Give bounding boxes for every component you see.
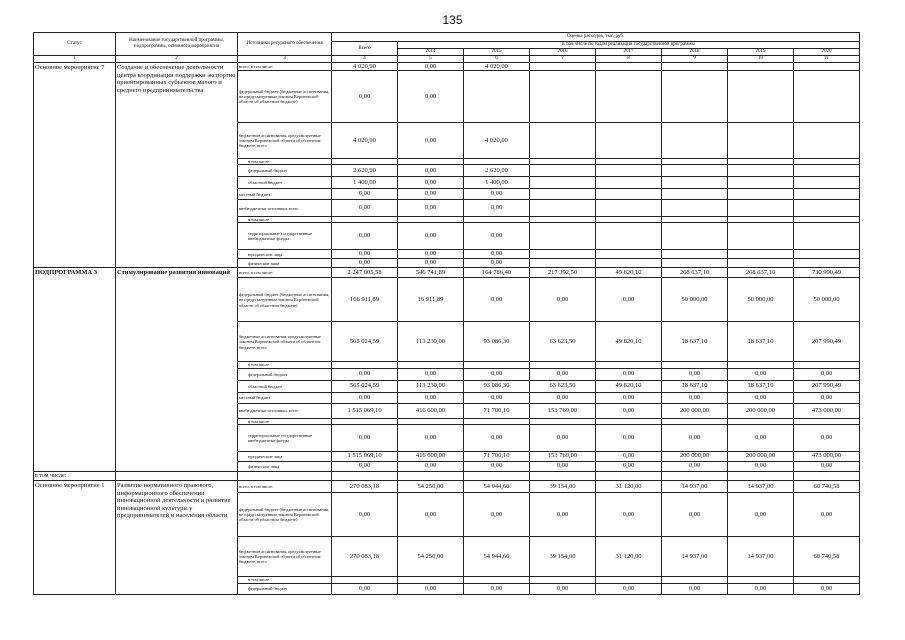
value-cell: 200 000,00 <box>662 451 728 461</box>
value-cell: 0,00 <box>464 583 530 594</box>
header-by-years: в том числе по годам реализации государственной программы <box>398 42 860 49</box>
value-cell <box>596 177 662 189</box>
source-cell: местный бюджет <box>238 189 332 200</box>
source-cell: федеральный бюджет (бюджетные ассигнования, не предусмотренные законом Воронежской области об областном бюджете) <box>238 493 332 537</box>
value-cell: 0,00 <box>596 583 662 594</box>
column-number: 1 <box>34 56 116 63</box>
value-cell: 0,00 <box>662 461 728 471</box>
value-cell: 207 990,49 <box>794 380 860 392</box>
value-cell: 71 700,10 <box>464 451 530 461</box>
value-cell: 0,00 <box>662 392 728 403</box>
value-cell <box>464 71 530 123</box>
value-cell: 0,00 <box>530 583 596 594</box>
value-cell: 0,00 <box>662 424 728 451</box>
value-cell: 0,00 <box>728 493 794 537</box>
value-cell: 0,00 <box>530 493 596 537</box>
value-cell: 18 637,10 <box>728 380 794 392</box>
value-cell: 0,00 <box>794 392 860 403</box>
value-cell: 0,00 <box>596 392 662 403</box>
value-cell <box>662 189 728 200</box>
value-cell: 0,00 <box>332 71 398 123</box>
value-cell: 0,00 <box>596 451 662 461</box>
value-cell: 0,00 <box>794 424 860 451</box>
value-cell: 0,00 <box>464 223 530 250</box>
value-cell: 113 230,00 <box>398 380 464 392</box>
column-number: 4 <box>332 56 398 63</box>
value-cell: 18 637,10 <box>728 322 794 362</box>
value-cell <box>794 71 860 123</box>
source-cell: всего, в том числе: <box>238 63 332 71</box>
incl-label-cell: в том числе: <box>34 471 116 481</box>
value-cell: 0,00 <box>464 250 530 259</box>
value-cell: 113 230,00 <box>398 322 464 362</box>
source-cell: федеральный бюджет <box>238 165 332 177</box>
value-cell: 0,00 <box>332 189 398 200</box>
value-cell <box>530 223 596 250</box>
value-cell: 0,00 <box>398 259 464 268</box>
column-number: 5 <box>398 56 464 63</box>
value-cell: 50 000,00 <box>728 278 794 322</box>
program-name-cell: Стимулирование развития инноваций <box>116 268 238 471</box>
value-cell: 0,00 <box>530 368 596 380</box>
header-source: Источники ресурсного обеспечения <box>238 33 332 56</box>
value-cell: 14 937,00 <box>728 537 794 577</box>
header-program-name: Наименование государственной программы, подпрограммы, основного мероприятия <box>116 33 238 56</box>
value-cell <box>728 71 794 123</box>
source-cell: федеральный бюджет <box>238 583 332 594</box>
value-cell <box>662 177 728 189</box>
value-cell: 270 083,18 <box>332 537 398 577</box>
source-cell: в том числе: <box>238 577 332 583</box>
column-number: 11 <box>794 56 860 63</box>
value-cell: 0,00 <box>398 250 464 259</box>
value-cell: 0,00 <box>728 583 794 594</box>
value-cell: 54 944,60 <box>464 481 530 493</box>
source-cell: в том числе: <box>238 418 332 424</box>
value-cell <box>728 189 794 200</box>
value-cell <box>530 250 596 259</box>
value-cell: 2 620,00 <box>464 165 530 177</box>
value-cell <box>596 189 662 200</box>
column-number: 3 <box>238 56 332 63</box>
value-cell: 153 769,00 <box>530 451 596 461</box>
value-cell: 4 020,00 <box>332 123 398 159</box>
value-cell <box>530 189 596 200</box>
empty-cell <box>794 471 860 481</box>
empty-cell <box>332 471 398 481</box>
column-number: 8 <box>596 56 662 63</box>
source-cell: федеральный бюджет (бюджетные ассигнования, не предусмотренные законом Воронежской области об областном бюджете) <box>238 71 332 123</box>
value-cell: 0,00 <box>332 259 398 268</box>
value-cell <box>530 71 596 123</box>
value-cell: 0,00 <box>398 493 464 537</box>
value-cell <box>530 259 596 268</box>
value-cell <box>662 71 728 123</box>
source-cell: юридические лица <box>238 250 332 259</box>
value-cell: 0,00 <box>464 461 530 471</box>
program-name-cell: Развитие нормативного правового, информационного обеспечения инновационной деятельности и развитие инновационной культуры у предпринимателей и населения области <box>116 481 238 594</box>
value-cell: 16 911,89 <box>398 278 464 322</box>
value-cell: 0,00 <box>398 200 464 217</box>
value-cell: 0,00 <box>596 368 662 380</box>
value-cell: 0,00 <box>530 424 596 451</box>
source-cell: территориальные государственные внебюджетные фонды <box>238 424 332 451</box>
value-cell: 39 154,00 <box>530 537 596 577</box>
value-cell <box>596 63 662 71</box>
value-cell <box>794 223 860 250</box>
header-status: Статус <box>34 33 116 56</box>
value-cell: 14 937,00 <box>662 481 728 493</box>
value-cell: 60 740,58 <box>794 537 860 577</box>
value-cell: 0,00 <box>398 223 464 250</box>
value-cell <box>794 259 860 268</box>
value-cell: 473 000,00 <box>794 451 860 461</box>
value-cell: 416 600,00 <box>398 403 464 418</box>
value-cell: 54 250,00 <box>398 481 464 493</box>
column-number: 9 <box>662 56 728 63</box>
value-cell <box>662 250 728 259</box>
value-cell: 0,00 <box>332 223 398 250</box>
table-header <box>34 33 860 63</box>
value-cell: 63 623,50 <box>530 380 596 392</box>
value-cell: 0,00 <box>464 424 530 451</box>
value-cell <box>530 200 596 217</box>
value-cell: 200 000,00 <box>728 451 794 461</box>
source-cell: внебюджетные источники, всего <box>238 200 332 217</box>
empty-cell <box>116 471 238 481</box>
value-cell: 2 247 005,58 <box>332 268 398 278</box>
value-cell <box>728 200 794 217</box>
value-cell: 4 020,00 <box>332 63 398 71</box>
value-cell: 0,00 <box>398 189 464 200</box>
value-cell <box>596 123 662 159</box>
value-cell: 1 400,00 <box>464 177 530 189</box>
value-cell: 60 740,58 <box>794 481 860 493</box>
value-cell: 546 741,89 <box>398 268 464 278</box>
column-numbers-row <box>34 56 860 63</box>
empty-cell <box>238 471 332 481</box>
value-cell: 0,00 <box>530 461 596 471</box>
value-cell: 473 000,00 <box>794 403 860 418</box>
value-cell: 0,00 <box>332 368 398 380</box>
value-cell: 49 820,10 <box>596 268 662 278</box>
value-cell: 0,00 <box>398 461 464 471</box>
header-total: Всего <box>332 42 398 56</box>
value-cell <box>596 259 662 268</box>
value-cell <box>728 165 794 177</box>
table-row <box>34 481 860 493</box>
header-year: 2020 <box>794 49 860 56</box>
value-cell: 0,00 <box>662 583 728 594</box>
value-cell <box>530 177 596 189</box>
value-cell: 0,00 <box>332 583 398 594</box>
empty-cell <box>464 471 530 481</box>
column-number: 10 <box>728 56 794 63</box>
value-cell: 0,00 <box>794 583 860 594</box>
value-cell: 31 120,00 <box>596 537 662 577</box>
value-cell: 54 250,00 <box>398 537 464 577</box>
value-cell: 71 700,10 <box>464 403 530 418</box>
value-cell <box>794 165 860 177</box>
table-row <box>34 471 860 481</box>
header-year: 2018 <box>662 49 728 56</box>
column-number: 6 <box>464 56 530 63</box>
empty-cell <box>728 471 794 481</box>
source-cell: юридические лица <box>238 451 332 461</box>
value-cell: 217 392,50 <box>530 268 596 278</box>
program-name-cell: Создание и обеспечение деятельности центра координации поддержки экспортно ориентированных субъектов малого и среднего предпринимательства <box>116 63 238 268</box>
value-cell: 416 600,00 <box>398 451 464 461</box>
value-cell: 54 944,60 <box>464 537 530 577</box>
source-cell: физические лица <box>238 259 332 268</box>
value-cell: 565 024,59 <box>332 322 398 362</box>
value-cell: 0,00 <box>398 583 464 594</box>
value-cell <box>596 165 662 177</box>
table-row <box>34 268 860 278</box>
value-cell: 31 120,00 <box>596 481 662 493</box>
value-cell: 0,00 <box>464 493 530 537</box>
value-cell: 0,00 <box>794 493 860 537</box>
value-cell: 2 620,00 <box>332 165 398 177</box>
value-cell: 0,00 <box>398 63 464 71</box>
value-cell: 0,00 <box>596 493 662 537</box>
value-cell: 0,00 <box>596 424 662 451</box>
value-cell: 0,00 <box>398 123 464 159</box>
source-cell: бюджетные ассигнования, предусмотренные законом Воронежской области об областном бюджете, всего <box>238 123 332 159</box>
value-cell: 0,00 <box>596 403 662 418</box>
value-cell: 153 769,00 <box>530 403 596 418</box>
value-cell <box>728 123 794 159</box>
value-cell: 0,00 <box>662 493 728 537</box>
value-cell: 0,00 <box>398 392 464 403</box>
value-cell: 207 990,49 <box>794 322 860 362</box>
value-cell: 63 623,50 <box>530 322 596 362</box>
value-cell <box>596 71 662 123</box>
column-number: 2 <box>116 56 238 63</box>
source-cell: физические лица <box>238 461 332 471</box>
value-cell: 0,00 <box>332 200 398 217</box>
value-cell: 0,00 <box>596 278 662 322</box>
value-cell: 1 515 069,10 <box>332 451 398 461</box>
value-cell: 0,00 <box>464 368 530 380</box>
value-cell: 50 000,00 <box>794 278 860 322</box>
source-cell: всего, в том числе: <box>238 481 332 493</box>
source-cell: бюджетные ассигнования, предусмотренные законом Воронежской области об областном бюджете, всего <box>238 537 332 577</box>
value-cell <box>794 189 860 200</box>
header-year: 2015 <box>464 49 530 56</box>
value-cell: 49 820,10 <box>596 380 662 392</box>
value-cell: 565 024,59 <box>332 380 398 392</box>
source-cell: в том числе: <box>238 217 332 223</box>
value-cell: 50 000,00 <box>662 278 728 322</box>
value-cell: 0,00 <box>332 493 398 537</box>
value-cell: 0,00 <box>596 461 662 471</box>
header-year: 2014 <box>398 49 464 56</box>
source-cell: в том числе: <box>238 159 332 165</box>
source-cell: внебюджетные источники, всего <box>238 403 332 418</box>
value-cell: 0,00 <box>464 278 530 322</box>
value-cell <box>794 123 860 159</box>
value-cell: 0,00 <box>464 392 530 403</box>
value-cell <box>662 223 728 250</box>
source-cell: в том числе: <box>238 362 332 368</box>
value-cell: 18 637,10 <box>662 322 728 362</box>
empty-cell <box>596 471 662 481</box>
value-cell: 166 911,89 <box>332 278 398 322</box>
source-cell: федеральный бюджет <box>238 368 332 380</box>
value-cell <box>596 200 662 217</box>
value-cell: 4 020,00 <box>464 63 530 71</box>
value-cell: 0,00 <box>464 200 530 217</box>
value-cell: 93 086,30 <box>464 322 530 362</box>
value-cell <box>662 165 728 177</box>
value-cell: 0,00 <box>728 461 794 471</box>
value-cell: 200 000,00 <box>662 403 728 418</box>
header-year: 2019 <box>728 49 794 56</box>
source-cell: всего, в том числе: <box>238 268 332 278</box>
value-cell: 4 020,00 <box>464 123 530 159</box>
page-number: 135 <box>442 13 463 27</box>
value-cell <box>794 63 860 71</box>
value-cell: 0,00 <box>530 278 596 322</box>
value-cell <box>530 165 596 177</box>
status-cell: ПОДПРОГРАММА 3 <box>34 268 116 471</box>
value-cell: 0,00 <box>794 368 860 380</box>
source-cell: областной бюджет <box>238 177 332 189</box>
value-cell: 49 820,10 <box>596 322 662 362</box>
value-cell: 0,00 <box>662 368 728 380</box>
value-cell: 14 937,00 <box>728 481 794 493</box>
value-cell <box>530 63 596 71</box>
value-cell: 0,00 <box>332 250 398 259</box>
source-cell: федеральный бюджет (бюджетные ассигнования, не предусмотренные законом Воронежской области об областном бюджете) <box>238 278 332 322</box>
source-cell: местный бюджет <box>238 392 332 403</box>
value-cell: 0,00 <box>332 424 398 451</box>
header-estimate: Оценка расходов, тыс. руб. <box>332 33 860 42</box>
value-cell <box>794 200 860 217</box>
value-cell: 164 786,40 <box>464 268 530 278</box>
value-cell: 14 937,00 <box>662 537 728 577</box>
value-cell: 1 400,00 <box>332 177 398 189</box>
value-cell: 1 515 069,10 <box>332 403 398 418</box>
value-cell: 268 637,10 <box>662 268 728 278</box>
header-year: 2017 <box>596 49 662 56</box>
status-cell: Основное мероприятие 1 <box>34 481 116 594</box>
value-cell: 0,00 <box>728 368 794 380</box>
value-cell <box>662 63 728 71</box>
value-cell <box>728 259 794 268</box>
value-cell: 0,00 <box>398 368 464 380</box>
value-cell <box>662 200 728 217</box>
value-cell: 0,00 <box>530 392 596 403</box>
value-cell: 200 000,00 <box>728 403 794 418</box>
value-cell: 0,00 <box>728 424 794 451</box>
budget-table <box>33 32 860 595</box>
value-cell: 0,00 <box>398 177 464 189</box>
empty-cell <box>662 471 728 481</box>
value-cell <box>728 63 794 71</box>
value-cell <box>662 123 728 159</box>
source-cell: областной бюджет <box>238 380 332 392</box>
value-cell: 730 990,49 <box>794 268 860 278</box>
value-cell: 0,00 <box>728 392 794 403</box>
value-cell <box>662 259 728 268</box>
value-cell: 0,00 <box>794 461 860 471</box>
source-cell: территориальные государственные внебюджетные фонды <box>238 223 332 250</box>
source-cell: бюджетные ассигнования, предусмотренные законом Воронежской области об областном бюджете, всего <box>238 322 332 362</box>
value-cell <box>794 177 860 189</box>
value-cell: 0,00 <box>398 165 464 177</box>
status-cell: Основное мероприятие 7 <box>34 63 116 268</box>
value-cell <box>728 223 794 250</box>
table-row <box>34 63 860 71</box>
value-cell: 0,00 <box>398 424 464 451</box>
value-cell: 18 637,10 <box>662 380 728 392</box>
empty-cell <box>398 471 464 481</box>
value-cell <box>530 123 596 159</box>
value-cell: 39 154,00 <box>530 481 596 493</box>
value-cell <box>596 250 662 259</box>
value-cell <box>728 250 794 259</box>
value-cell: 0,00 <box>464 259 530 268</box>
value-cell: 0,00 <box>464 189 530 200</box>
value-cell: 0,00 <box>332 392 398 403</box>
header-year: 2016 <box>530 49 596 56</box>
value-cell <box>794 250 860 259</box>
value-cell: 93 086,30 <box>464 380 530 392</box>
value-cell: 0,00 <box>332 461 398 471</box>
value-cell: 0,00 <box>398 71 464 123</box>
value-cell: 270 083,18 <box>332 481 398 493</box>
value-cell: 268 637,10 <box>728 268 794 278</box>
empty-cell <box>530 471 596 481</box>
value-cell <box>596 223 662 250</box>
column-number: 7 <box>530 56 596 63</box>
value-cell <box>728 177 794 189</box>
